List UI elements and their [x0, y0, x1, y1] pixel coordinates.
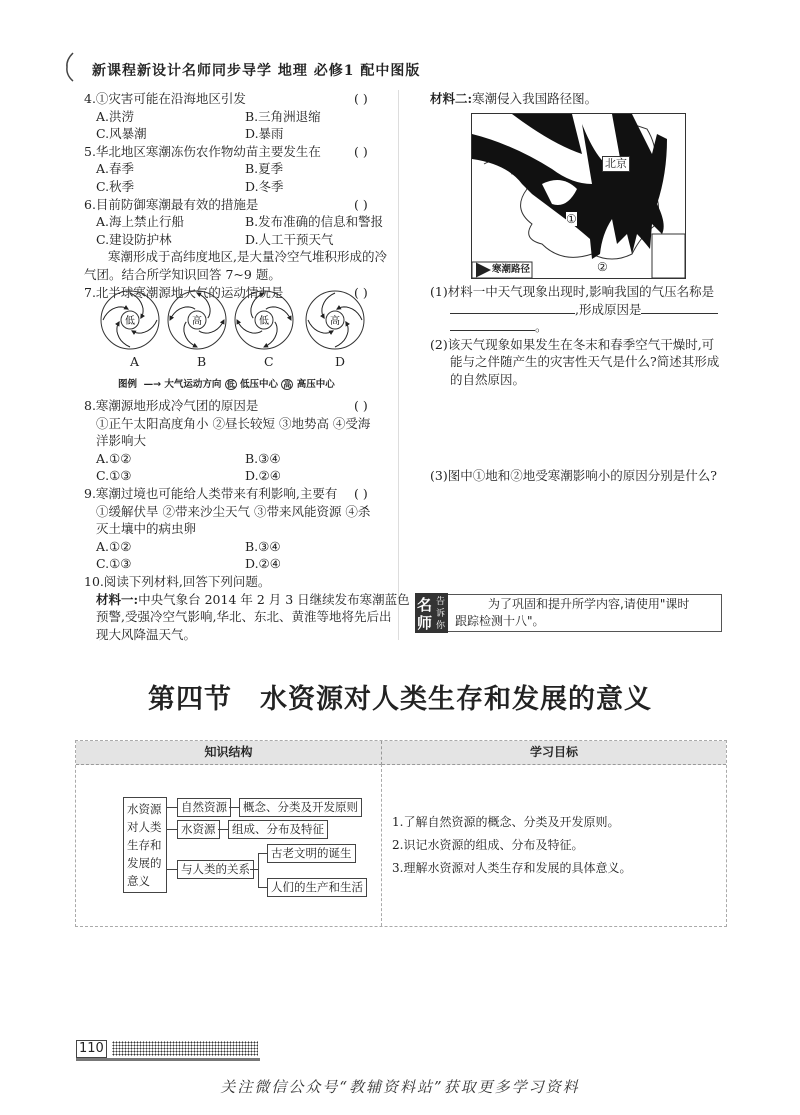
tree-node-concept: 概念、分类及开发原则: [239, 798, 362, 817]
intro-text: 气团。结合所学知识回答 7~9 题。: [84, 266, 281, 282]
option[interactable]: C.①③: [96, 468, 132, 484]
answer-blank[interactable]: ( ): [354, 196, 368, 212]
map-city-beijing: 北京: [602, 156, 630, 172]
question-4: [84, 90, 394, 143]
tree-node-natural-resources: 自然资源: [177, 798, 231, 817]
question-8: [84, 397, 394, 485]
subquestion-1-end: 。: [535, 319, 548, 335]
option[interactable]: C.①③: [96, 556, 132, 572]
badge-char: 名: [417, 596, 433, 614]
page-number: 110: [76, 1040, 107, 1058]
option[interactable]: C.建设防护林: [96, 231, 172, 247]
answer-blank[interactable]: ( ): [354, 91, 368, 106]
material2-text: 寒潮侵入我国路径图。: [472, 91, 598, 106]
diagram-legend: [118, 376, 335, 390]
subquestion-2: 的自然原因。: [450, 371, 526, 387]
answer-blank[interactable]: ( ): [354, 398, 368, 413]
question-9: [84, 485, 394, 573]
option[interactable]: A.①②: [96, 450, 132, 466]
map-legend-label: 寒潮路径: [492, 264, 531, 275]
material1-text: 预警,受强冷空气影响,华北、东北、黄淮等地将先后出: [96, 609, 392, 625]
option[interactable]: D.②④: [245, 556, 281, 572]
option[interactable]: B.三角洲退缩: [245, 108, 321, 124]
material2-label: 材料二:: [430, 91, 473, 106]
left-column-lower: [84, 397, 410, 643]
answer-line[interactable]: [450, 318, 535, 331]
teacher-tip-badge: [415, 593, 448, 633]
question-6: [84, 196, 394, 249]
option[interactable]: C.风暴潮: [96, 126, 147, 142]
option[interactable]: B.③④: [245, 538, 281, 554]
pressure-diagram-b: [168, 291, 226, 349]
tree-root: 水资源 对人类 生存和 发展的 意义: [123, 797, 167, 893]
left-column: [84, 90, 394, 301]
tip-line: 跟踪检测十八"。: [455, 614, 545, 628]
section-title: 第四节 水资源对人类生存和发展的意义: [148, 684, 652, 715]
tree-node-water-resources: 水资源: [177, 820, 220, 839]
answer-line[interactable]: [450, 301, 575, 314]
cold-wave-map: [471, 113, 686, 279]
answer-blank[interactable]: ( ): [354, 284, 368, 300]
knowledge-table: [75, 740, 727, 927]
column-header-learning-goals: 学习目标: [382, 741, 726, 765]
question-stem: 9.寒潮过境也可能给人类带来有利影响,主要有: [84, 485, 338, 501]
subquestion-2: (2)该天气现象如果发生在冬末和春季空气干燥时,可: [430, 336, 715, 352]
diagram-label-d: D: [335, 354, 346, 369]
material1-text: 中央气象台 2014 年 2 月 3 日继续发布寒潮蓝色: [138, 591, 410, 607]
question-items: ①正午太阳高度角小 ②昼长较短 ③地势高 ④受海: [96, 415, 371, 431]
pressure-diagram-d: [306, 291, 364, 349]
option[interactable]: D.②④: [245, 468, 281, 484]
answer-line[interactable]: [641, 301, 718, 314]
option[interactable]: A.春季: [96, 161, 135, 177]
question-5: [84, 143, 394, 196]
diagram-label-c: C: [264, 354, 274, 369]
tree-node-production-life: 人们的生产和生活: [267, 878, 367, 897]
pressure-diagram-a: [101, 291, 159, 349]
tree-node-composition: 组成、分布及特征: [228, 820, 328, 839]
question-stem: 7.北半球寒潮源地大气的运动情况是: [84, 284, 284, 300]
badge-char: 诉: [436, 609, 446, 619]
option[interactable]: B.发布准确的信息和警报: [245, 214, 384, 230]
pressure-diagrams: [95, 288, 385, 353]
answer-blank[interactable]: ( ): [354, 485, 368, 501]
subquestion-1-text: ,形成原因是: [575, 301, 642, 317]
column-header-knowledge-structure: 知识结构: [76, 741, 382, 765]
legend-title: 图例: [118, 379, 138, 390]
goal-item: 1.了解自然资源的概念、分类及开发原则。: [392, 815, 620, 829]
legend-arrow-label: 大气运动方向: [164, 379, 222, 390]
pressure-diagram-c: [235, 291, 293, 349]
question-10: [84, 573, 410, 643]
option[interactable]: B.③④: [245, 450, 281, 466]
diagram-labels: [95, 354, 385, 370]
tip-line: 为了巩固和提升所学内容,请使用"课时: [488, 597, 690, 611]
badge-char: 你: [436, 621, 446, 631]
material1-text: 现大风降温天气。: [96, 626, 197, 642]
goal-item: 3.理解水资源对人类生存和发展的具体意义。: [392, 861, 632, 875]
pressure-center-label: 高: [330, 316, 340, 327]
learning-goals: [392, 811, 631, 880]
question-stem: 6.目前防御寒潮最有效的措施是: [84, 196, 259, 212]
pressure-center-label: 高: [192, 316, 202, 327]
badge-char: 师: [417, 614, 433, 632]
question-10-subquestions: [430, 283, 730, 484]
goal-item: 2.识记水资源的组成、分布及特征。: [392, 838, 584, 852]
question-items: ①缓解伏旱 ②带来沙尘天气 ③带来风能资源 ④杀: [96, 503, 371, 519]
question-stem: 4.①灾害可能在沿海地区引发: [84, 91, 246, 106]
pressure-center-label: 低: [125, 316, 135, 327]
header-title: 新课程新设计名师同步导学 地理 必修1 配中图版: [92, 63, 421, 79]
badge-char: 告: [436, 597, 446, 607]
footer-note: 关注微信公众号“教辅资料站”获取更多学习资料: [220, 1078, 580, 1096]
material2: [430, 90, 597, 108]
material1-label: 材料一:: [96, 591, 139, 607]
option[interactable]: B.夏季: [245, 161, 284, 177]
map-mark-2: ②: [597, 260, 608, 274]
option[interactable]: D.人工干预天气: [245, 231, 334, 247]
map-mark-1: ①: [566, 212, 577, 226]
legend-low-label: 低压中心: [240, 379, 279, 390]
high-pressure-symbol: 高: [283, 380, 292, 389]
legend-high-label: 高压中心: [296, 379, 335, 390]
arrow-icon: —→: [140, 379, 165, 390]
column-divider: [398, 90, 399, 640]
tree-node-relation: 与人类的关系: [177, 860, 254, 879]
option[interactable]: D.暴雨: [245, 126, 284, 142]
page-number-bar: [76, 1040, 260, 1061]
column-divider: [381, 764, 382, 926]
subquestion-3: (3)图中①地和②地受寒潮影响小的原因分别是什么?: [430, 467, 717, 483]
diagram-label-b: B: [197, 354, 207, 369]
option[interactable]: D.冬季: [245, 178, 284, 194]
teacher-tip-text: [455, 596, 689, 630]
subquestion-2: 能与之伴随产生的灾害性天气是什么?简述其形成: [450, 354, 720, 370]
question-stem: 5.华北地区寒潮冻伤农作物幼苗主要发生在: [84, 143, 321, 159]
option[interactable]: A.海上禁止行船: [96, 214, 185, 230]
low-pressure-symbol: 低: [226, 380, 235, 389]
question-items: 洋影响大: [96, 433, 147, 449]
map-graphic: [472, 114, 685, 278]
option[interactable]: C.秋季: [96, 178, 135, 194]
teacher-tip-box: [415, 594, 722, 632]
pressure-center-label: 低: [259, 316, 269, 327]
header-bracket-icon: [64, 52, 76, 82]
question-stem: 10.阅读下列材料,回答下列问题。: [84, 573, 271, 589]
option[interactable]: A.洪涝: [96, 108, 135, 124]
answer-blank[interactable]: ( ): [354, 143, 368, 159]
option[interactable]: A.①②: [96, 538, 132, 554]
question-items: 灭土壤中的病虫卵: [96, 521, 197, 537]
tree-node-civilization: 古老文明的诞生: [267, 844, 356, 863]
subquestion-1: (1)材料一中天气现象出现时,影响我国的气压名称是: [430, 284, 715, 299]
diagram-label-a: A: [130, 354, 140, 369]
dot-pattern: [112, 1041, 258, 1056]
question-stem: 8.寒潮源地形成冷气团的原因是: [84, 398, 259, 413]
intro-text: 寒潮形成于高纬度地区,是大量冷空气堆积形成的冷: [108, 249, 387, 265]
